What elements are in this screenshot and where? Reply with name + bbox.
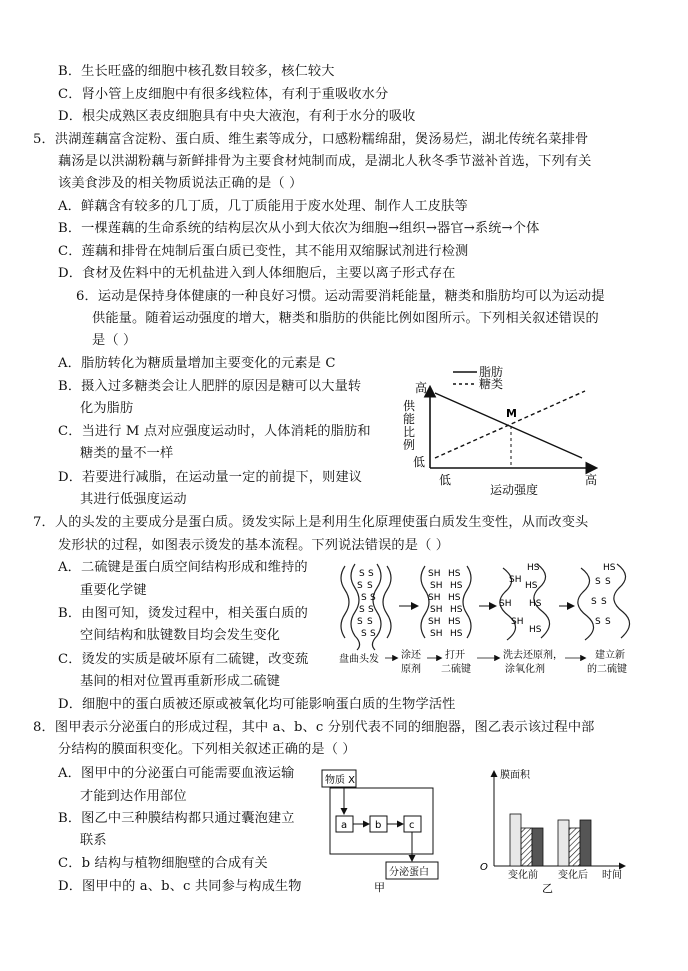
q6-option-d: D．若要进行减脂，在运动量一定的前提下，则建议 <box>58 470 363 485</box>
q6-stem-line3: 是（ ） <box>92 333 137 348</box>
q6-option-a: A．脂肪转化为糖质量增加主要变化的元素是 C <box>58 356 336 371</box>
y-axis-label: 膜面积 <box>500 770 530 781</box>
organelle-c-label: c <box>409 820 415 831</box>
q5-option-a: A．鲜藕含有较多的几丁质，几丁质能用于废水处理、制作人工皮肤等 <box>58 199 468 214</box>
q5-option-c: C．莲藕和排骨在炖制后蛋白质已变性，其不能用双缩脲试剂进行检测 <box>58 244 469 259</box>
step-label: 建立新 <box>595 650 625 661</box>
y-axis-char-1: 供 <box>403 399 416 413</box>
bond-sh-hs: SH <box>428 569 441 579</box>
q5-stem-line3: 该美食涉及的相关物质说法正确的是（ ） <box>58 176 303 191</box>
x-tick-before: 变化前 <box>508 870 538 881</box>
bond-s: S <box>367 581 373 591</box>
y-high-label: 高 <box>415 381 428 395</box>
bond-sh-hs: HS <box>603 563 616 573</box>
step-label: 涂还 <box>401 650 421 661</box>
q8-option-b: B．图乙中三种膜结构都只通过囊泡建立 <box>58 811 295 826</box>
bond-sh-hs: HS <box>448 569 461 579</box>
q7-option-b-cont: 空间结构和肽键数目均会发生变化 <box>80 628 281 643</box>
bar-before-1 <box>510 814 521 866</box>
bond-s: S <box>359 605 365 615</box>
bond-sh-hs: HS <box>527 563 540 573</box>
bond-s: S <box>605 617 611 627</box>
hair-panel-opened <box>421 566 471 639</box>
q4-option-c: C．肾小管上皮细胞中有很多线粒体，有利于重吸收水分 <box>58 87 389 102</box>
hair-panel-reshaped <box>499 563 550 640</box>
q4-option-d: D．根尖成熟区表皮细胞具有中央大液泡，有利于水分的吸收 <box>58 109 416 124</box>
organelle-b-label: b <box>375 820 382 831</box>
q8-option-c: C．b 结构与植物细胞壁的合成有关 <box>58 856 268 871</box>
step-label: 二硫键 <box>441 664 471 675</box>
bond-sh-hs: SH <box>511 617 524 627</box>
q8-option-d: D．图甲中的 a、b、c 共同参与构成生物 <box>58 879 302 894</box>
bond-sh-hs: HS <box>450 581 463 591</box>
q5-stem-line2: 藕汤是以洪湖粉藕与新鲜排骨为主要食材炖制而成，是湖北人秋冬季节滋补首选，下列有关 <box>58 154 592 169</box>
sugar-legend-label: 糖类 <box>479 377 504 391</box>
bar-after-1 <box>558 820 569 866</box>
step-label: 原剂 <box>401 664 421 675</box>
q5-option-d: D．食材及佐料中的无机盐进入到人体细胞后，主要以离子形式存在 <box>58 266 456 281</box>
m-point-label: M <box>506 407 517 420</box>
bond-sh-hs: HS <box>529 599 542 609</box>
q8-stem-line2: 分结构的膜面积变化。下列相关叙述正确的是（ ） <box>58 742 356 757</box>
q7-option-d: D．细胞中的蛋白质被还原或被氧化均可能影响蛋白质的生物学活性 <box>58 697 456 712</box>
bond-s: S <box>591 597 597 607</box>
energy-supply-chart <box>395 360 605 495</box>
bond-sh-hs: HS <box>448 617 461 627</box>
y-axis-char-3: 比 <box>403 425 416 439</box>
bond-sh-hs: HS <box>529 625 542 635</box>
q7-option-a: A．二硫键是蛋白质空间结构形成和维持的 <box>58 560 308 575</box>
q7-option-c-cont: 基间的相对位置再重新形成二硫键 <box>80 674 281 689</box>
organelle-a-label: a <box>341 820 348 831</box>
bar-before-3 <box>532 828 543 866</box>
secretory-protein-diagram <box>318 766 443 896</box>
bar-after-2 <box>569 828 580 866</box>
step-label: 涂氧化剂 <box>505 664 545 675</box>
bond-sh-hs: SH <box>430 581 443 591</box>
bond-s: S <box>359 569 365 579</box>
bond-sh-hs: HS <box>525 581 538 591</box>
q6-option-d-cont: 其进行低强度运动 <box>80 492 187 507</box>
step-label: 打开 <box>445 650 465 661</box>
figure-jia-caption: 甲 <box>374 881 385 894</box>
step-label: 的二硫键 <box>587 664 627 675</box>
q7-option-b: B．由图可知，烫发过程中，相关蛋白质的 <box>58 606 308 621</box>
hair-panel-new-bonds <box>578 563 630 640</box>
q4-option-b: B．生长旺盛的细胞中核孔数目较多，核仁较大 <box>58 64 335 79</box>
bar-after-3 <box>580 820 591 866</box>
bond-s: S <box>595 617 601 627</box>
q8-option-a-cont: 才能到达作用部位 <box>80 789 187 804</box>
q8-option-a: A．图甲中的分泌蛋白可能需要血液运输 <box>58 766 295 781</box>
fat-legend-label: 脂肪 <box>479 365 504 379</box>
q6-option-b-cont: 化为脂肪 <box>80 401 134 416</box>
q7-option-c: C．烫发的实质是破坏原有二硫键，改变巯 <box>58 652 309 667</box>
x-tick-after: 变化后 <box>558 870 588 881</box>
origin-label: O <box>480 862 488 873</box>
bond-sh-hs: SH <box>428 617 441 627</box>
membrane-area-bar-chart <box>474 766 634 896</box>
bond-s: S <box>595 577 601 587</box>
step-label: 盘曲头发 <box>339 654 379 665</box>
bond-s: S <box>367 617 373 627</box>
bond-s: S <box>370 593 376 603</box>
x-high-label: 高 <box>585 473 598 487</box>
perm-process-figure <box>333 558 638 678</box>
step-label: 洗去还原剂， <box>503 650 563 661</box>
bond-sh-hs: SH <box>428 593 441 603</box>
bar-before-2 <box>521 828 532 866</box>
q8-option-b-cont: 联系 <box>80 833 107 848</box>
q6-option-c-cont: 糖类的量不一样 <box>80 446 174 461</box>
bond-sh-hs: SH <box>430 605 443 615</box>
bond-s: S <box>361 629 367 639</box>
q7-stem-line2: 发形状的过程，如图表示烫发的基本流程。下列说法错误的是（ ） <box>58 538 450 553</box>
q7-option-a-cont: 重要化学键 <box>80 583 147 598</box>
hair-panel-curled <box>341 564 391 650</box>
bond-s: S <box>368 605 374 615</box>
sugar-line <box>435 391 585 458</box>
bond-s: S <box>368 569 374 579</box>
x-axis-label: 时间 <box>602 870 622 881</box>
bond-s: S <box>357 617 363 627</box>
bond-s: S <box>357 581 363 591</box>
y-axis-char-2: 能 <box>403 412 416 426</box>
bond-s: S <box>370 629 376 639</box>
bond-s: S <box>605 577 611 587</box>
q6-stem-line2: 供能量。随着运动强度的增大，糖类和脂肪的供能比例如图所示。下列相关叙述错误的 <box>92 311 599 326</box>
bond-s: S <box>361 593 367 603</box>
substance-x-label: 物质 X <box>325 775 356 786</box>
q5-option-b: B．一棵莲藕的生命系统的结构层次从小到大依次为细胞→组织→器官→系统→个体 <box>58 221 540 236</box>
q5-stem-line1: 5．洪湖莲藕富含淀粉、蛋白质、维生素等成分，口感粉糯绵甜，煲汤易烂，湖北传统名菜排骨 <box>33 132 589 147</box>
bond-sh-hs: SH <box>509 575 522 585</box>
x-low-label: 低 <box>439 473 452 487</box>
bond-sh-hs: HS <box>448 593 461 603</box>
q7-stem-line1: 7．人的头发的主要成分是蛋白质。烫发实际上是利用生化原理使蛋白质发生变性，从而改变头 <box>33 515 589 530</box>
bond-s: S <box>601 597 607 607</box>
q6-option-b: B．摄入过多糖类会让人肥胖的原因是糖可以大量转 <box>58 379 362 394</box>
secretory-protein-label: 分泌蛋白 <box>389 867 429 878</box>
figure-yi-caption: 乙 <box>542 882 553 895</box>
bond-sh-hs: SH <box>499 599 512 609</box>
y-low-label: 低 <box>413 455 426 469</box>
x-axis-label: 运动强度 <box>490 483 539 495</box>
bond-sh-hs: HS <box>450 629 463 639</box>
q6-option-c: C．当进行 M 点对应强度运动时，人体消耗的脂肪和 <box>58 424 371 439</box>
q6-stem-line1: 6．运动是保持身体健康的一种良好习惯。运动需要消耗能量，糖类和脂肪均可以为运动提 <box>76 289 605 304</box>
y-axis-char-4: 例 <box>403 438 416 452</box>
q8-stem-line1: 8．图甲表示分泌蛋白的形成过程，其中 a、b、c 分别代表不同的细胞器，图乙表示该过程中部 <box>33 720 595 735</box>
bond-sh-hs: SH <box>430 629 443 639</box>
bond-sh-hs: HS <box>450 605 463 615</box>
